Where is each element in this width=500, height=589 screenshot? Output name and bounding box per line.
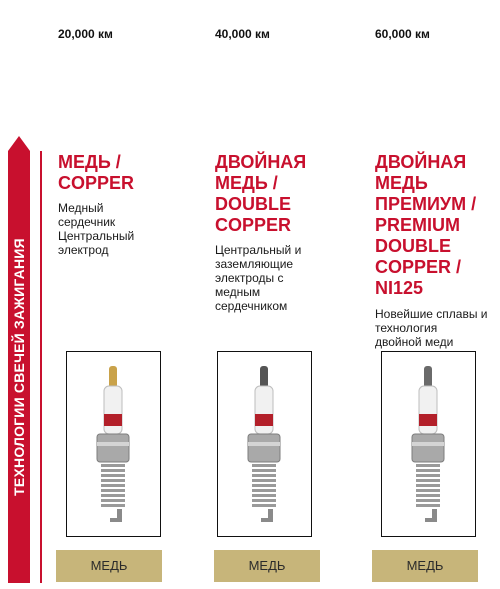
title-line: COPPER [58, 173, 135, 193]
thread [416, 494, 440, 497]
thread [252, 494, 276, 497]
thread [416, 474, 440, 477]
hex-nut [97, 434, 129, 462]
banner-arrow-icon [8, 136, 30, 151]
thread [252, 474, 276, 477]
title-line: МЕДЬ [375, 173, 428, 193]
thread [252, 504, 276, 507]
thread [101, 479, 125, 482]
description-line: Новейшие сплавы и [375, 307, 488, 321]
terminal-nut [109, 366, 117, 388]
insulator-label [255, 414, 273, 426]
electrode-tip [425, 518, 437, 522]
spark-plug-image-copper [66, 351, 161, 537]
mileage-double-copper: 40,000 км [215, 27, 270, 41]
title-line: МЕДЬ / [215, 173, 278, 193]
hex-highlight [412, 442, 444, 446]
insulator [419, 386, 437, 434]
description-line: двойной меди [375, 335, 454, 349]
title-line: DOUBLE [375, 236, 451, 256]
insulator-label [104, 414, 122, 426]
thread [252, 489, 276, 492]
premium-double-copper-button[interactable]: МЕДЬ [372, 550, 478, 582]
title-double-copper [215, 152, 306, 236]
thread [101, 474, 125, 477]
title-line: DOUBLE [215, 194, 291, 214]
description-line: сердечником [215, 299, 288, 313]
terminal-nut [260, 366, 268, 388]
spark-plug-image-double-copper [217, 351, 312, 537]
copper-button[interactable]: МЕДЬ [56, 550, 162, 582]
description-line: Центральный [58, 229, 135, 243]
description-copper [58, 201, 134, 257]
hex-nut [412, 434, 444, 462]
thread [252, 499, 276, 502]
thread [416, 504, 440, 507]
title-line: ДВОЙНАЯ [375, 152, 467, 172]
title-line: COPPER / [375, 257, 462, 277]
spark-plug-icon [67, 352, 160, 536]
insulator-label [419, 414, 437, 426]
title-copper [58, 152, 134, 194]
title-premium-double-copper [375, 152, 476, 299]
mileage-premium-double-copper: 60,000 км [375, 27, 430, 41]
description-line: Центральный и [215, 243, 302, 257]
title-line: NI125 [375, 278, 424, 298]
title-line: ДВОЙНАЯ [215, 152, 307, 172]
title-line: PREMIUM [375, 215, 460, 235]
title-line: ПРЕМИУМ / [375, 194, 477, 214]
thread [416, 464, 440, 467]
description-line: электроды с [215, 271, 284, 285]
banner-text: ТЕХНОЛОГИИ СВЕЧЕЙ ЗАЖИГАНИЯ [11, 238, 27, 496]
hex-highlight [248, 442, 280, 446]
banner-divider [40, 151, 42, 583]
thread [416, 469, 440, 472]
thread [101, 469, 125, 472]
thread [416, 499, 440, 502]
terminal-nut [424, 366, 432, 388]
thread [252, 464, 276, 467]
thread [101, 464, 125, 467]
description-line: электрод [58, 243, 109, 257]
hex-highlight [97, 442, 129, 446]
thread [101, 484, 125, 487]
title-line: МЕДЬ / [58, 152, 121, 172]
spark-plug-icon [218, 352, 311, 536]
description-line: медным [215, 285, 261, 299]
double-copper-button[interactable]: МЕДЬ [214, 550, 320, 582]
electrode-tip [261, 518, 273, 522]
thread [101, 489, 125, 492]
thread [416, 479, 440, 482]
mileage-copper: 20,000 км [58, 27, 113, 41]
description-line: заземляющие [215, 257, 294, 271]
description-line: сердечник [58, 215, 116, 229]
thread [416, 484, 440, 487]
description-premium-double-copper [375, 307, 488, 349]
electrode-tip [110, 518, 122, 522]
spark-plug-icon [382, 352, 475, 536]
thread [252, 484, 276, 487]
insulator [255, 386, 273, 434]
title-line: COPPER [215, 215, 292, 235]
description-line: технология [375, 321, 438, 335]
thread [101, 494, 125, 497]
thread [252, 479, 276, 482]
hex-nut [248, 434, 280, 462]
insulator [104, 386, 122, 434]
thread [252, 469, 276, 472]
thread [416, 489, 440, 492]
description-double-copper [215, 243, 301, 313]
spark-plug-image-premium-double-copper [381, 351, 476, 537]
description-line: Медный [58, 201, 104, 215]
thread [101, 504, 125, 507]
thread [101, 499, 125, 502]
